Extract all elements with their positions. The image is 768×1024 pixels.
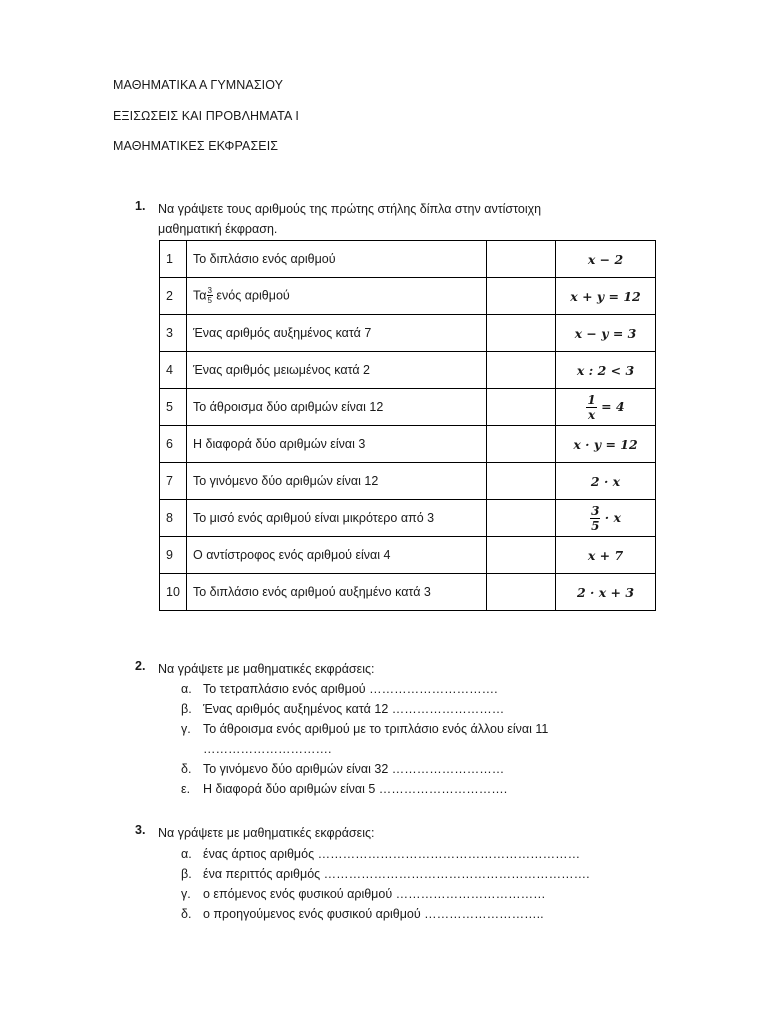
row-number: 1 — [160, 241, 187, 278]
item-text: Η διαφορά δύο αριθμών είναι 5 …………………………. — [203, 782, 508, 796]
row-number: 6 — [160, 426, 187, 463]
math-expression: 2 · x — [556, 463, 656, 500]
item-text: ένας άρτιος αριθμός ……………………………………………………… — [203, 847, 581, 861]
table-row — [160, 426, 656, 463]
item-text: Το άθροισμα ενός αριθμού με το τριπλάσιο ενός άλλου είναι 11 — [203, 722, 549, 736]
question-2 — [135, 659, 655, 679]
math-expression: x · y = 12 — [556, 426, 656, 463]
table-row — [160, 500, 656, 537]
question-number: 3. — [135, 823, 146, 837]
row-description: Ένας αριθμός μειωμένος κατά 2 — [187, 352, 487, 389]
table-row — [160, 315, 656, 352]
item-label: α. — [181, 847, 192, 861]
table-row — [160, 352, 656, 389]
list-item — [181, 844, 590, 864]
answer-cell[interactable] — [487, 426, 556, 463]
list-item — [181, 779, 548, 799]
doc-subtitle: ΕΞΙΣΩΣΕΙΣ ΚΑΙ ΠΡΟΒΛΗΜΑΤΑ Ι — [113, 109, 299, 123]
fraction-denominator: x — [587, 407, 596, 422]
doc-title: ΜΑΘΗΜΑΤΙΚΑ Α ΓΥΜΝΑΣΙΟΥ — [113, 78, 284, 92]
answer-cell[interactable] — [487, 389, 556, 426]
fraction-numerator: 1 — [587, 392, 596, 407]
row-description: Το διπλάσιο ενός αριθμού — [187, 241, 487, 278]
item-label: γ. — [181, 722, 191, 736]
answer-cell[interactable] — [487, 352, 556, 389]
expression-suffix: · x — [600, 509, 621, 525]
row-description: Ένας αριθμός αυξημένος κατά 7 — [187, 315, 487, 352]
question-text — [158, 199, 655, 239]
question-number: 2. — [135, 659, 146, 673]
row-number: 10 — [160, 574, 187, 611]
expression-fraction — [586, 394, 596, 421]
list-item — [181, 904, 590, 924]
list-item — [181, 884, 590, 904]
math-expression — [556, 389, 656, 426]
question-text-line: μαθηματική έκφραση. — [158, 222, 278, 236]
item-text: ο επόμενος ενός φυσικού αριθμού ……………………………… — [203, 887, 546, 901]
item-label: β. — [181, 867, 192, 881]
item-text: Το γινόμενο δύο αριθμών είναι 32 ……………………… — [203, 762, 505, 776]
question-text-line: Να γράψετε τους αριθμούς της πρώτης στήλης δίπλα στην αντίστοιχη — [158, 202, 542, 216]
answer-cell[interactable] — [487, 241, 556, 278]
table-row — [160, 463, 656, 500]
question-2-items — [181, 679, 548, 799]
table-row — [160, 389, 656, 426]
row-description: Το γινόμενο δύο αριθμών είναι 12 — [187, 463, 487, 500]
fraction-denominator: 5 — [591, 518, 600, 533]
table-row — [160, 574, 656, 611]
row-number: 5 — [160, 389, 187, 426]
item-text: Ένας αριθμός αυξημένος κατά 12 ……………………… — [203, 702, 505, 716]
math-expression: x − y = 3 — [556, 315, 656, 352]
row-number: 7 — [160, 463, 187, 500]
table-row — [160, 537, 656, 574]
item-label: δ. — [181, 907, 192, 921]
fraction-numerator: 3 — [207, 286, 212, 295]
answer-cell[interactable] — [487, 315, 556, 352]
matching-table — [159, 240, 656, 611]
question-3-items — [181, 844, 590, 924]
row-number: 8 — [160, 500, 187, 537]
math-expression: x : 2 < 3 — [556, 352, 656, 389]
list-item — [181, 864, 590, 884]
list-item — [181, 719, 548, 739]
answer-cell[interactable] — [487, 574, 556, 611]
item-label: δ. — [181, 762, 192, 776]
row-number: 3 — [160, 315, 187, 352]
answer-cell[interactable] — [487, 500, 556, 537]
answer-cell[interactable] — [487, 278, 556, 315]
item-label: β. — [181, 702, 192, 716]
list-item — [181, 699, 548, 719]
item-label: α. — [181, 682, 192, 696]
row-description: Το διπλάσιο ενός αριθμού αυξημένο κατά 3 — [187, 574, 487, 611]
math-expression — [556, 500, 656, 537]
description-prefix: Τα — [193, 288, 207, 303]
row-description — [187, 278, 487, 315]
item-text: Το τετραπλάσιο ενός αριθμού …………………………. — [203, 682, 498, 696]
question-text: Να γράψετε με μαθηματικές εκφράσεις: — [158, 826, 375, 840]
item-text: …………………………. — [203, 742, 332, 756]
doc-section-title: ΜΑΘΗΜΑΤΙΚΕΣ ΕΚΦΡΑΣΕΙΣ — [113, 139, 279, 153]
table-row — [160, 278, 656, 315]
fraction-denominator: 5 — [207, 296, 212, 305]
row-description: Ο αντίστροφος ενός αριθμού είναι 4 — [187, 537, 487, 574]
row-description: Η διαφορά δύο αριθμών είναι 3 — [187, 426, 487, 463]
description-suffix: ενός αριθμού — [212, 288, 290, 303]
row-number: 2 — [160, 278, 187, 315]
row-description: Το μισό ενός αριθμού είναι μικρότερο από 3 — [187, 500, 487, 537]
list-item-continuation — [181, 739, 548, 759]
table-row — [160, 241, 656, 278]
row-number: 9 — [160, 537, 187, 574]
row-number: 4 — [160, 352, 187, 389]
item-text: ένα περιττός αριθμός ………………………………………………………. — [203, 867, 590, 881]
row-description: Το άθροισμα δύο αριθμών είναι 12 — [187, 389, 487, 426]
fraction-numerator: 3 — [591, 503, 600, 518]
answer-cell[interactable] — [487, 463, 556, 500]
math-expression: x + y = 12 — [556, 278, 656, 315]
expression-suffix: = 4 — [596, 398, 625, 414]
list-item — [181, 679, 548, 699]
answer-cell[interactable] — [487, 537, 556, 574]
expression-fraction — [590, 505, 600, 532]
math-expression: x − 2 — [556, 241, 656, 278]
math-expression: x + 7 — [556, 537, 656, 574]
item-label: γ. — [181, 887, 191, 901]
item-text: ο προηγούμενος ενός φυσικού αριθμού ……………………….. — [203, 907, 544, 921]
list-item — [181, 759, 548, 779]
math-expression: 2 · x + 3 — [556, 574, 656, 611]
item-label: ε. — [181, 782, 191, 796]
question-1 — [135, 199, 655, 239]
question-3 — [135, 823, 655, 843]
question-number: 1. — [135, 199, 146, 213]
question-text: Να γράψετε με μαθηματικές εκφράσεις: — [158, 662, 375, 676]
